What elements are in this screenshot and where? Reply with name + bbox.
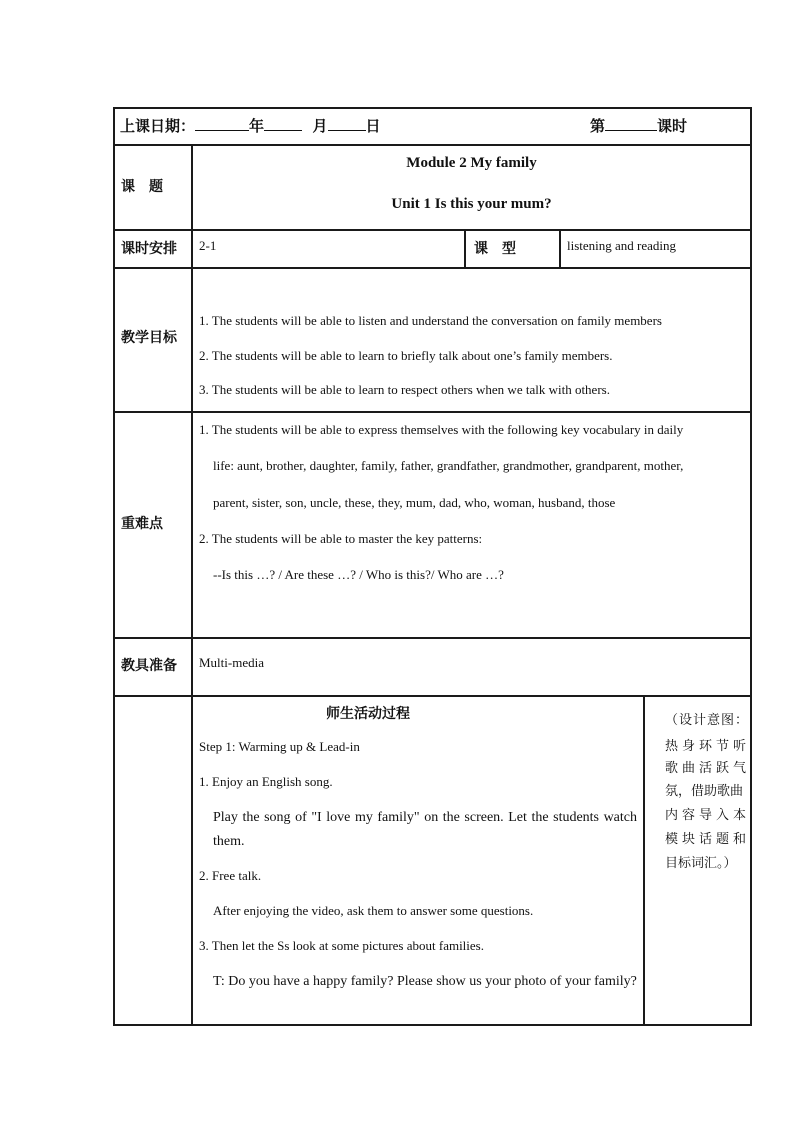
objective-item-1: 1. The students will be able to listen and understand the conversation on family members xyxy=(199,313,662,328)
materials-label: 教具准备 xyxy=(121,658,177,674)
unit-title: Unit 1 Is this your mum? xyxy=(391,196,552,212)
lesson-number-line xyxy=(590,115,687,136)
schedule-divider-1 xyxy=(464,229,466,269)
process-item-2-detail: After enjoying the video, ask them to answer some questions. xyxy=(213,903,534,918)
objectives-label: 教学目标 xyxy=(121,330,177,346)
lesson-number-blank[interactable] xyxy=(605,116,657,131)
month-blank[interactable] xyxy=(264,116,302,131)
key-point-line-4: 2. The students will be able to master the key patterns: xyxy=(199,531,483,546)
row-divider-3 xyxy=(113,267,752,269)
row-divider-6 xyxy=(113,695,752,697)
schedule-value: 2-1 xyxy=(199,238,217,253)
border-bottom xyxy=(113,1024,752,1026)
process-item-1: 1. Enjoy an English song. xyxy=(199,774,333,789)
date-label: 上课日期： xyxy=(120,117,196,135)
lesson-prefix: 第 xyxy=(590,117,606,135)
design-intent-line-7: 目标词汇。） xyxy=(665,856,737,871)
objective-item-3: 3. The students will be able to learn to respect others when we talk with others. xyxy=(199,382,610,397)
process-item-2: 2. Free talk. xyxy=(199,868,262,883)
day-label: 日 xyxy=(365,117,381,135)
process-item-1-detail: Play the song of "I love my family" on the screen. Let the students watch them. xyxy=(213,810,637,849)
objective-item-2: 2. The students will be able to learn to briefly talk about one’s family members. xyxy=(199,348,613,363)
month-label: 月 xyxy=(312,117,328,135)
year-label: 年 xyxy=(249,117,265,135)
topic-label: 课 题 xyxy=(121,179,163,195)
lesson-suffix: 课时 xyxy=(657,117,688,135)
design-intent-line-6: 模块话题和 xyxy=(665,832,751,847)
design-intent-line-3: 歌曲活跃气 xyxy=(665,761,751,776)
design-intent-line-1: （设计意图： xyxy=(665,713,750,728)
day-blank[interactable] xyxy=(328,116,366,131)
row-divider-1 xyxy=(113,144,752,146)
process-item-3-detail: T: Do you have a happy family? Please show us your photo of your family? xyxy=(213,974,637,989)
row-divider-4 xyxy=(113,411,752,413)
type-value: listening and reading xyxy=(567,238,677,253)
key-point-line-2: life: aunt, brother, daughter, family, father, grandfather, grandmother, grandparent, mother, xyxy=(213,458,684,473)
process-item-3: 3. Then let the Ss look at some pictures about families. xyxy=(199,938,484,953)
intent-column-divider xyxy=(643,695,645,1026)
key-point-line-5: --Is this …? / Are these …? / Who is this?/ Who are …? xyxy=(213,567,504,582)
design-intent-line-5: 内容导入本 xyxy=(665,808,751,823)
border-left xyxy=(113,107,115,1026)
date-line xyxy=(120,115,381,136)
materials-value: Multi-media xyxy=(199,655,264,670)
row-divider-2 xyxy=(113,229,752,231)
module-title: Module 2 My family xyxy=(406,155,537,171)
row-divider-5 xyxy=(113,637,752,639)
design-intent-line-2: 热身环节听 xyxy=(665,739,751,754)
key-point-line-3: parent, sister, son, uncle, these, they, mum, dad, who, woman, husband, those xyxy=(213,495,616,510)
border-top xyxy=(113,107,752,109)
type-label: 课 型 xyxy=(474,241,516,257)
design-intent-line-4: 氛，借助歌曲 xyxy=(665,784,744,799)
key-points-label: 重难点 xyxy=(121,516,163,532)
process-step-1: Step 1: Warming up & Lead-in xyxy=(199,739,360,754)
year-blank[interactable] xyxy=(195,116,249,131)
schedule-divider-2 xyxy=(559,229,561,269)
schedule-label: 课时安排 xyxy=(121,241,177,257)
process-heading: 师生活动过程 xyxy=(326,706,410,722)
border-right xyxy=(750,107,752,1026)
label-column-divider xyxy=(191,144,193,1026)
key-point-line-1: 1. The students will be able to express themselves with the following key vocabulary in daily xyxy=(199,422,684,437)
